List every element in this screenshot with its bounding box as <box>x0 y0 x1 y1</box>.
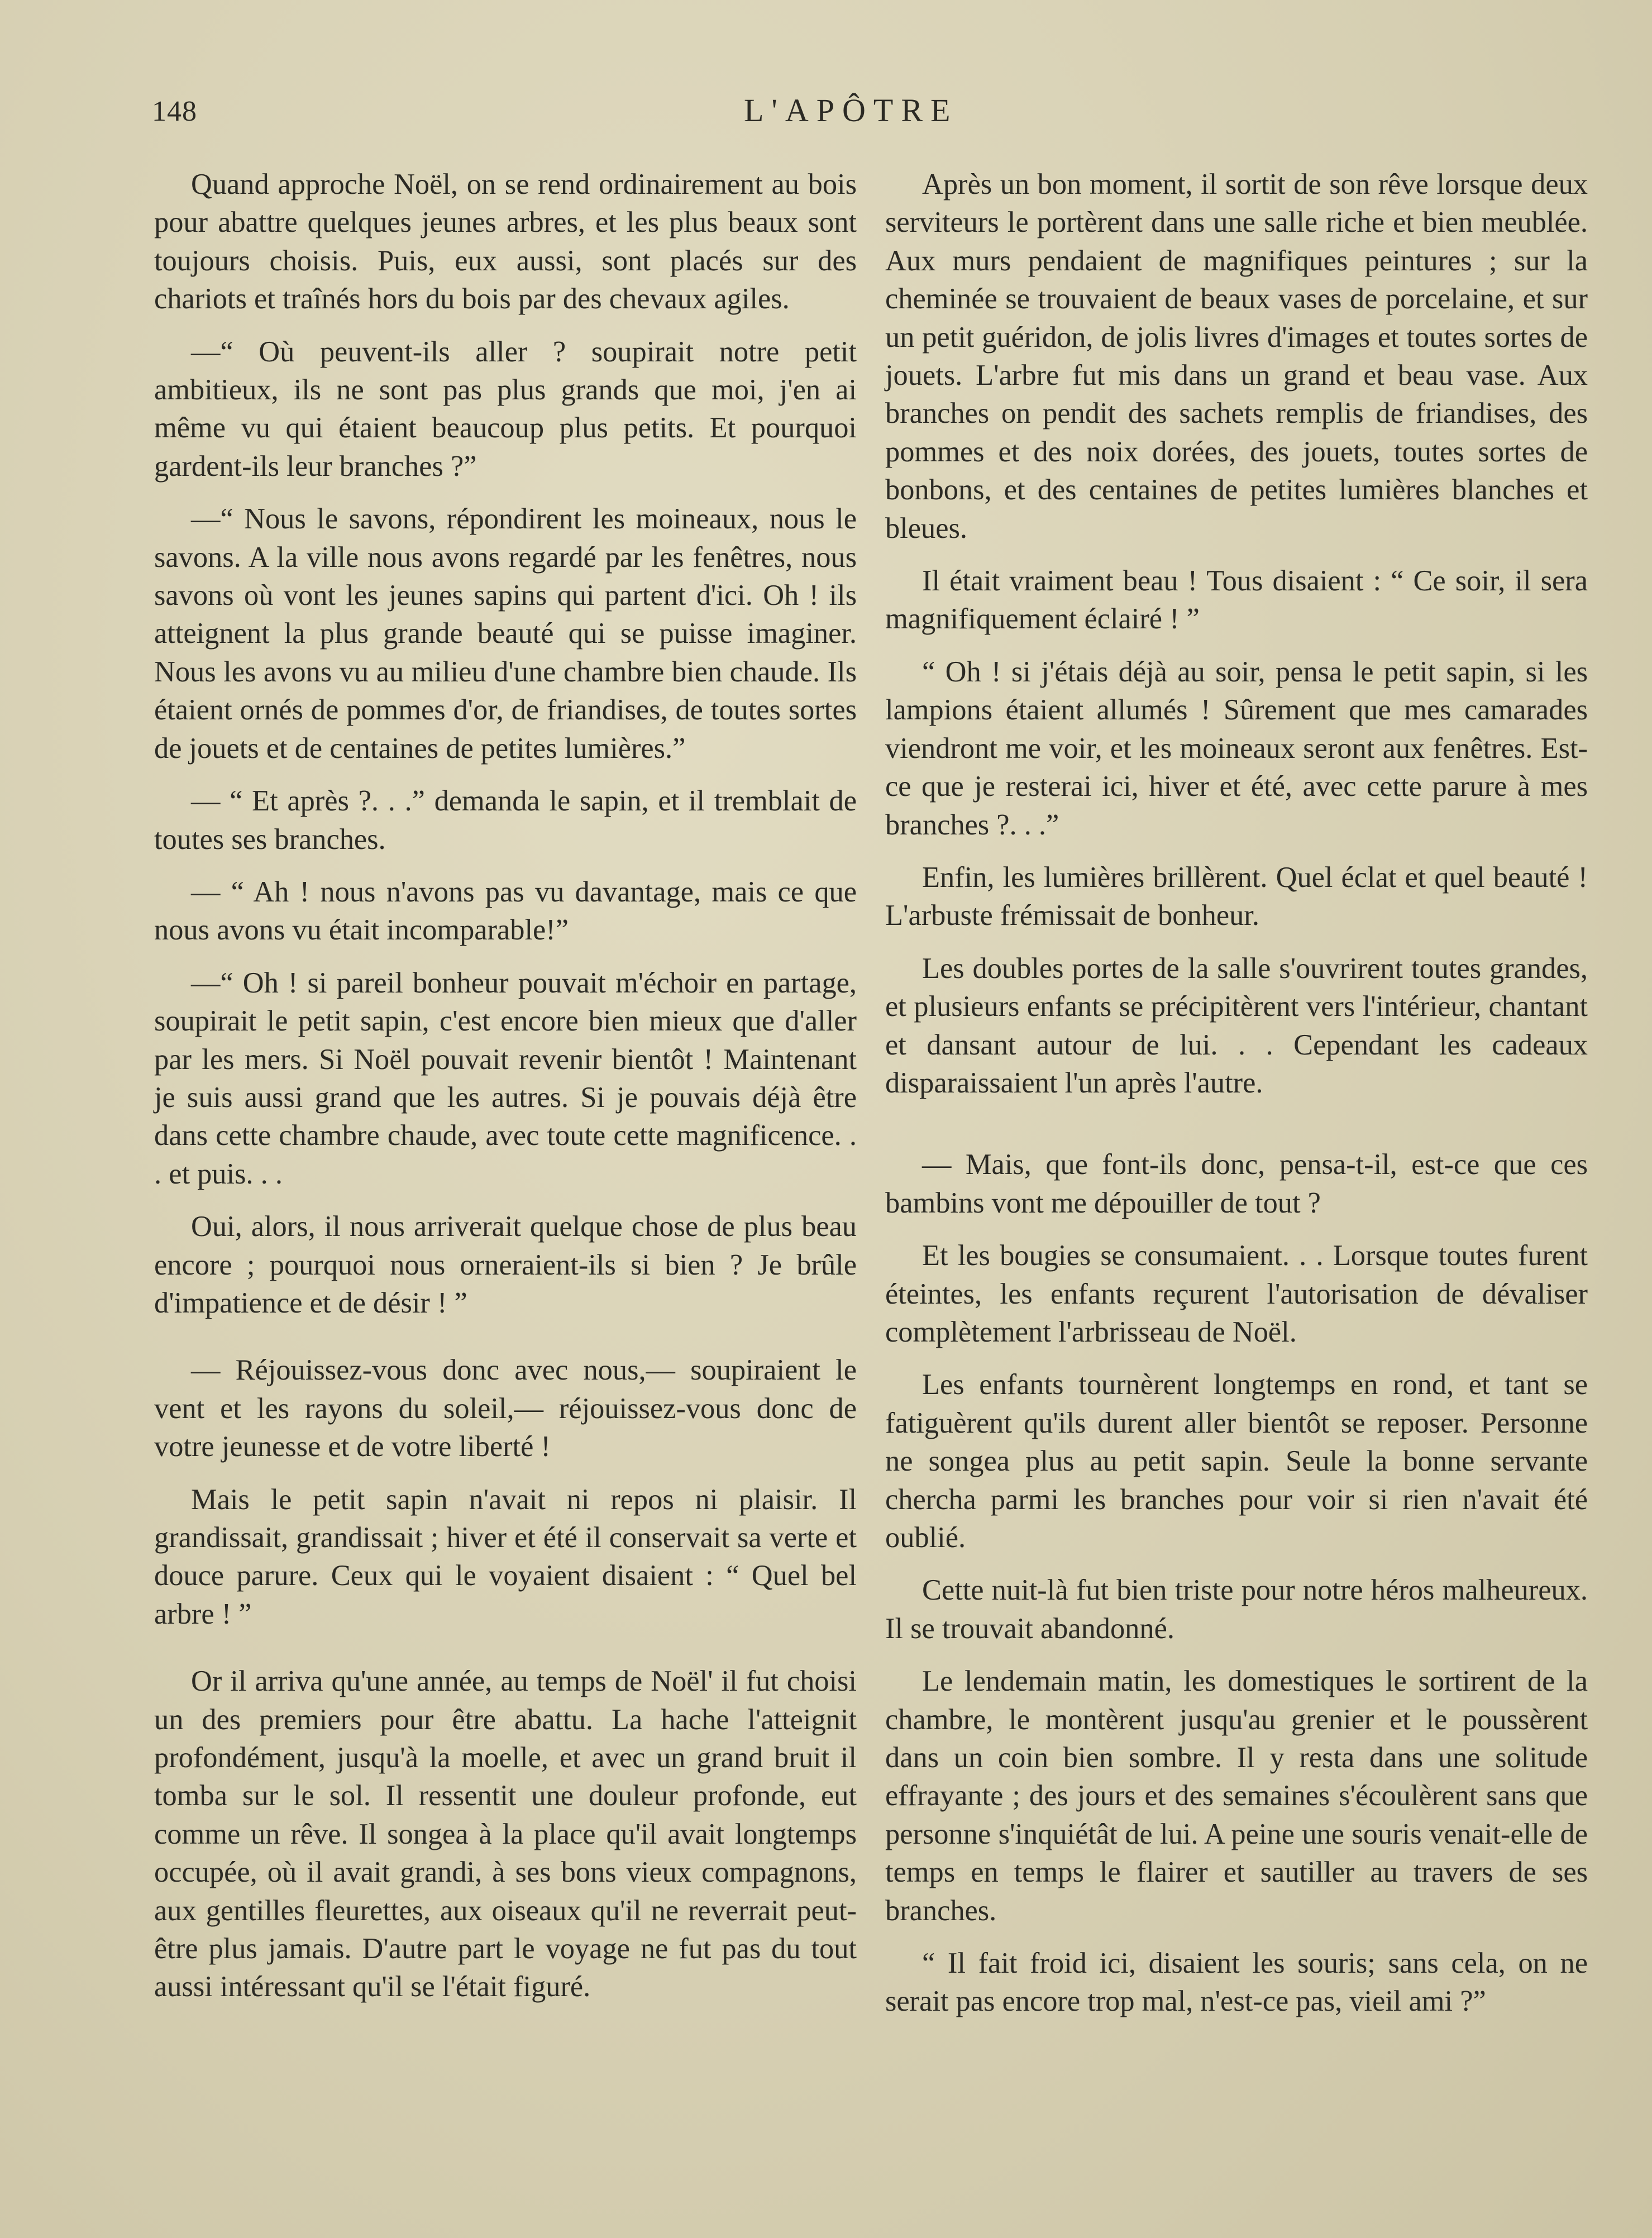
running-header <box>152 84 1022 145</box>
paragraph: Les enfants tournèrent longtemps en rond, et tant se fatiguèrent qu'ils durent aller bientôt se reposer. Personne ne songea plus au petit sapin. Seule la bonne servante chercha parmi les branches pour voir si rien n'avait été oublié. <box>885 1368 1588 1554</box>
paragraph: — “ Et après ?. . .” demanda le sapin, et il tremblait de toutes ses branches. <box>154 785 857 856</box>
paragraph: Enfin, les lumières brillèrent. Quel éclat et quel beauté ! L'arbuste frémissait de bonheur. <box>885 861 1588 932</box>
paragraph: — Réjouissez-vous donc avec nous,— soupiraient le vent et les rayons du soleil,— réjouissez-vous donc de votre jeunesse et de votre liberté ! <box>154 1354 857 1463</box>
paragraph: Et les bougies se consumaient. . . Lorsque toutes furent éteintes, les enfants reçurent l'autorisation de dévaliser complètement l'arbrisseau de Noël. <box>885 1239 1588 1348</box>
section-break <box>885 1102 1588 1131</box>
paragraph: Quand approche Noël, on se rend ordinairement au bois pour abattre quelques jeunes arbres, et les plus beaux sont toujours choisis. Puis, eux aussi, sont placés sur des chariots et traînés hors du bois par des chevaux agiles. <box>154 168 857 316</box>
page-number: 148 <box>152 96 197 127</box>
paragraph: Il était vraiment beau ! Tous disaient : “ Ce soir, il sera magnifiquement éclairé ! ” <box>885 565 1588 636</box>
paragraph: — “ Ah ! nous n'avons pas vu davantage, mais ce que nous avons vu était incomparable!” <box>154 875 857 947</box>
left-column <box>154 165 857 2006</box>
paragraph: Oui, alors, il nous arriverait quelque chose de plus beau encore ; pourquoi nous orneraient-ils si bien ? Je brûle d'impatience et de désir ! ” <box>154 1210 857 1319</box>
paragraph: Cette nuit-là fut bien triste pour notre héros malheureux. Il se trouvait abandonné. <box>885 1574 1588 1645</box>
paragraph: “ Il fait froid ici, disaient les souris; sans cela, on ne serait pas encore trop mal, n'est-ce pas, vieil ami ?” <box>885 1947 1588 2018</box>
paragraph: —“ Nous le savons, répondirent les moineaux, nous le savons. A la ville nous avons regardé par les fenêtres, nous savons où vont les jeunes sapins qui partent d'ici. Oh ! ils atteignent la plus grande beauté qui se puisse imaginer. Nous les avons vu au milieu d'une chambre bien chaude. Ils étaient ornés de pommes d'or, de friandises, de toutes sortes de jouets et de centaines de petites lumières.” <box>154 503 857 765</box>
paragraph: —“ Oh ! si pareil bonheur pouvait m'échoir en partage, soupirait le petit sapin, c'est encore bien mieux que d'aller par les mers. Si Noël pouvait revenir bientôt ! Maintenant je suis aussi grand que les autres. Si je pouvais déjà être dans cette chambre chaude, avec toute cette magnificence. . . et puis. . . <box>154 966 857 1190</box>
paragraph: Les doubles portes de la salle s'ouvrirent toutes grandes, et plusieurs enfants se précipitèrent vers l'intérieur, chantant et dansant autour de lui. . . Cependant les cadeaux disparaissaient l'un après l'autre. <box>885 952 1588 1099</box>
paragraph: “ Oh ! si j'étais déjà au soir, pensa le petit sapin, si les lampions étaient allumés ! Sûrement que mes camarades viendront me voir, et les moineaux seront aux fenêtres. Est-ce que je resterai ici, hiver et été, avec cette parure à mes branches ?. . .” <box>885 655 1588 841</box>
paragraph: Mais le petit sapin n'avait ni repos ni plaisir. Il grandissait, grandissait ; hiver et été il conservait sa verte et douce parure. Ceux qui le voyaient disaient : “ Quel bel arbre ! ” <box>154 1483 857 1630</box>
paragraph: — Mais, que font-ils donc, pensa-t-il, est-ce que ces bambins vont me dépouiller de tout ? <box>885 1148 1588 1219</box>
running-title: L'APÔTRE <box>744 92 958 128</box>
right-column <box>885 165 1588 2021</box>
paragraph: —“ Où peuvent-ils aller ? soupirait notre petit ambitieux, ils ne sont pas plus grands que moi, j'en ai même vu qui étaient beaucoup plus petits. Et pourquoi gardent-ils leur branches ?” <box>154 335 857 483</box>
paragraph: Après un bon moment, il sortit de son rêve lorsque deux serviteurs le portèrent dans une salle riche et bien meublée. Aux murs pendaient de magnifiques peintures ; sur la cheminée se trouvaient de beaux vases de porcelaine, et sur un petit guéridon, de jolis livres d'images et toutes sortes de jouets. L'arbre fut mis dans un grand et beau vase. Aux branches on pendit des sachets remplis de friandises, des pommes et des noix dorées, des jouets, toutes sortes de bonbons, et des centaines de petites lumières blanches et bleues. <box>885 168 1588 545</box>
paragraph: Or il arriva qu'une année, au temps de Noël' il fut choisi un des premiers pour être abattu. La hache l'atteignit profondément, jusqu'à la moelle, et avec un grand bruit il tomba sur le sol. Il ressentit une douleur profonde, eut comme un rêve. Il songea à la place qu'il avait longtemps occupée, où il avait grandi, à ses bons vieux compagnons, aux gentilles fleurettes, aux oiseaux qu'il ne reverrait peut-être plus jamais. D'autre part le voyage ne fut pas du tout aussi intéressant qu'il se l'était figuré. <box>154 1665 857 2003</box>
paragraph: Le lendemain matin, les domestiques le sortirent de la chambre, le montèrent jusqu'au grenier et le poussèrent dans un coin bien sombre. Il y resta dans une solitude effrayante ; des jours et des semaines s'écoulèrent sans que personne s'inquiétât de lui. A peine une souris venait-elle de temps en temps le flairer et sautiller au travers de ses branches. <box>885 1665 1588 1927</box>
